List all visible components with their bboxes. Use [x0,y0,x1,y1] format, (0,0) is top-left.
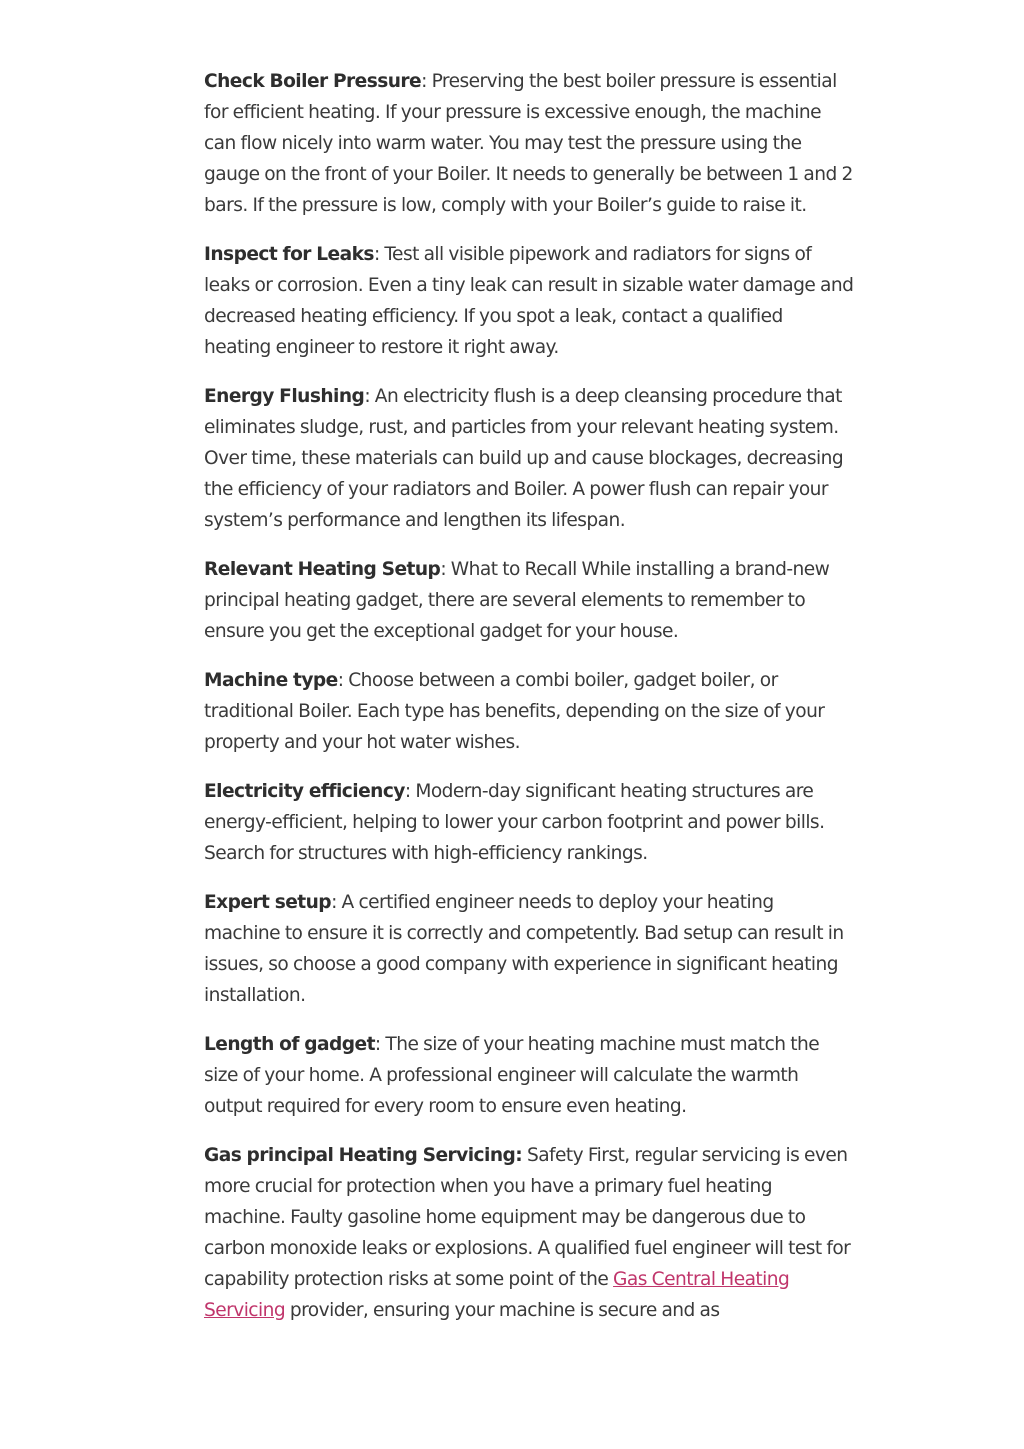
paragraph-text: : Preserving the best boiler pressure is essential for efficient heating. If your pressure is excessive enough, the machine can flow nicely into warm water. You may test the pressure using the gauge on the front of your Boiler. It needs to generally be between 1 and 2 bars. If the pressure is low, comply with your Boiler’s guide to raise it. [204,71,853,216]
term-expert-setup: Expert setup [204,892,332,913]
term-machine-type: Machine type [204,670,338,691]
paragraph-text: : An electricity flush is a deep cleansing procedure that eliminates sludge, rust, and particles from your relevant heating system. Over time, these materials can build up and cause blockages, decreasing the efficiency of your radiators and Boiler. A power flush can repair your system’s performance and lengthen its lifespan. [204,386,844,531]
document-body [204,66,854,1344]
paragraph-gas-heating-servicing [204,1140,854,1326]
term-relevant-heating-setup: Relevant Heating Setup [204,559,441,580]
paragraph-text: : A certified engineer needs to deploy your heating machine to ensure it is correctly and competently. Bad setup can result in issues, so choose a good company with experience in significant heating installation. [204,892,844,1006]
term-length-of-gadget: Length of gadget [204,1034,375,1055]
paragraph-text: : The size of your heating machine must match the size of your home. A professional engineer will calculate the warmth output required for every room to ensure even heating. [204,1034,820,1117]
paragraph-length-of-gadget [204,1029,854,1122]
term-inspect-for-leaks: Inspect for Leaks [204,244,374,265]
paragraph-text-before-link: Safety First, regular servicing is even more crucial for protection when you have a primary fuel heating machine. Faulty gasoline home equipment may be dangerous due to carbon monoxide leaks or explosions. A qualified fuel engineer will test for capability protection risks at some point of the [204,1145,851,1290]
paragraph-text: : Choose between a combi boiler, gadget boiler, or traditional Boiler. Each type has benefits, depending on the size of your property and your hot water wishes. [204,670,825,753]
paragraph-text: : Modern-day significant heating structures are energy-efficient, helping to lower your carbon footprint and power bills. Search for structures with high-efficiency rankings. [204,781,825,864]
paragraph-check-boiler-pressure [204,66,854,221]
paragraph-electricity-efficiency [204,776,854,869]
paragraph-expert-setup [204,887,854,1011]
paragraph-text: : What to Recall While installing a brand-new principal heating gadget, there are several elements to remember to ensure you get the exceptional gadget for your house. [204,559,830,642]
gas-central-heating-servicing-link[interactable]: Gas Central Heating Servicing [204,1269,790,1321]
paragraph-energy-flushing [204,381,854,536]
paragraph-inspect-for-leaks [204,239,854,363]
paragraph-text: : Test all visible pipework and radiators for signs of leaks or corrosion. Even a tiny leak can result in sizable water damage and decreased heating efficiency. If you spot a leak, contact a qualified heating engineer to restore it right away. [204,244,854,358]
term-check-boiler-pressure: Check Boiler Pressure [204,71,422,92]
paragraph-relevant-heating-setup [204,554,854,647]
term-gas-heating-servicing: Gas principal Heating Servicing: [204,1145,523,1166]
term-electricity-efficiency: Electricity efficiency [204,781,405,802]
paragraph-machine-type [204,665,854,758]
term-energy-flushing: Energy Flushing [204,386,365,407]
paragraph-text-after-link: provider, ensuring your machine is secure and as [285,1300,720,1321]
